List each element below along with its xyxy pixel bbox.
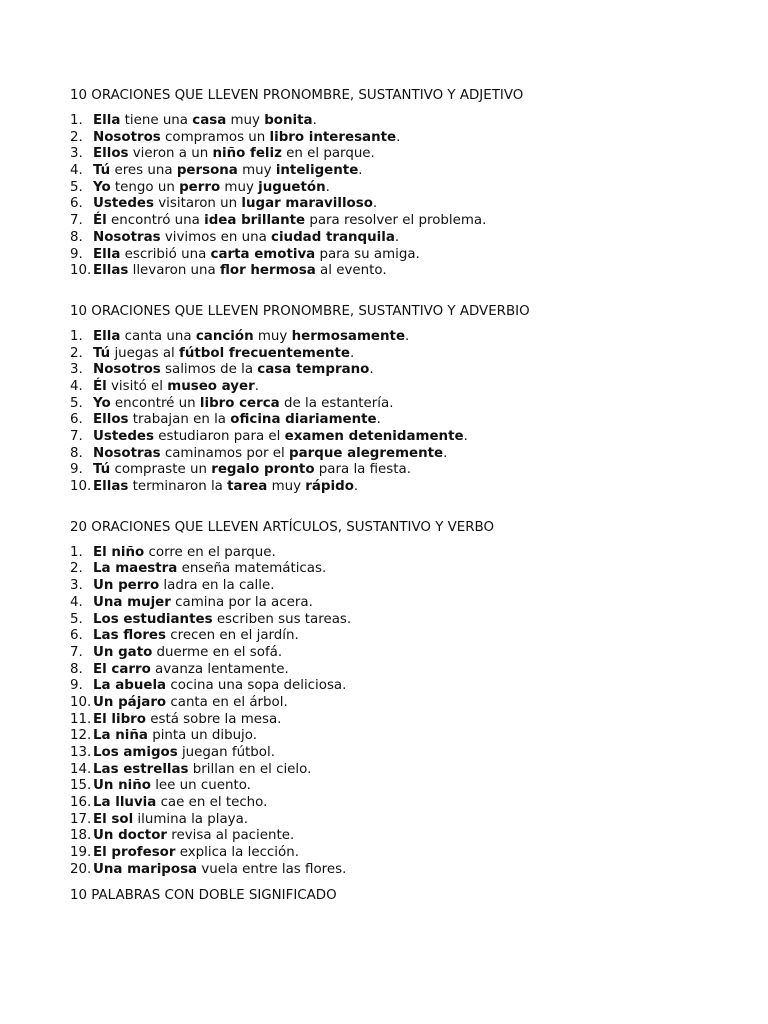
sentence-segment: revisa al paciente. <box>167 828 295 844</box>
sentence-segment: crecen en el jardín. <box>165 628 299 644</box>
list-item <box>70 379 730 396</box>
sentence-segment: . <box>405 328 410 344</box>
sentence-segment: canta una <box>120 328 196 344</box>
list-item <box>70 745 730 762</box>
sentence-segment: brillan en el cielo. <box>188 761 312 777</box>
bold-term: La lluvia <box>93 795 157 811</box>
item-number: 17. <box>70 811 92 827</box>
sentence-segment: para la fiesta. <box>314 462 411 478</box>
item-number: 5. <box>70 395 83 411</box>
item-number: 5. <box>70 611 83 627</box>
sentence-segment: visitaron un <box>153 196 242 212</box>
bold-term: carta emotiva <box>210 246 316 262</box>
bold-term: Una mujer <box>93 594 171 610</box>
bold-term: parque alegremente <box>289 445 444 461</box>
bold-term: niño feliz <box>212 146 282 162</box>
sentence-text <box>93 446 447 463</box>
list-item <box>70 163 730 180</box>
list-item <box>70 862 730 879</box>
bold-term: El profesor <box>93 845 176 861</box>
sentence-segment: en el parque. <box>281 146 375 162</box>
item-number: 14. <box>70 761 92 777</box>
item-number: 9. <box>70 246 83 262</box>
list-item <box>70 230 730 247</box>
sentence-segment: vuela entre las flores. <box>197 861 347 877</box>
sentence-segment: visitó el <box>106 378 168 394</box>
sentence-segment: . <box>463 429 468 444</box>
list-item <box>70 662 730 679</box>
item-number: 7. <box>70 213 83 229</box>
sentence-list <box>70 545 730 879</box>
sentence-segment: escribió una <box>120 246 211 262</box>
bold-term: Él <box>93 213 107 229</box>
bold-term: oficina diariamente <box>230 412 377 428</box>
bold-term: lugar maravilloso <box>241 196 373 212</box>
bold-term: libro interesante <box>269 129 397 145</box>
item-number: 4. <box>70 594 83 610</box>
bold-term: Un doctor <box>93 828 167 844</box>
sentence-text <box>93 329 409 346</box>
sentence-text <box>93 429 468 446</box>
item-number: 10. <box>70 263 92 279</box>
sentence-text <box>93 712 281 729</box>
sentence-segment: está sobre la mesa. <box>145 711 282 727</box>
sentence-text <box>93 130 400 147</box>
sentence-segment: escriben sus tareas. <box>212 611 352 627</box>
list-item <box>70 412 730 429</box>
sentence-segment: . <box>394 229 400 245</box>
list-item <box>70 845 730 862</box>
sentence-segment: salimos de la <box>160 362 258 378</box>
sentence-segment: al evento. <box>315 263 387 279</box>
bold-term: Las estrellas <box>93 761 189 777</box>
sentence-segment: . <box>353 479 359 495</box>
bold-term: casa temprano <box>257 362 370 378</box>
sentence-segment: duerme en el sofá. <box>152 644 283 660</box>
section-title: 10 ORACIONES QUE LLEVEN PRONOMBRE, SUSTANTIVO Y ADVERBIO <box>70 303 530 319</box>
list-item <box>70 462 730 479</box>
list-item <box>70 561 730 578</box>
list-item <box>70 329 730 346</box>
list-item <box>70 612 730 629</box>
bold-term: Un gato <box>93 644 153 660</box>
list-item <box>70 762 730 779</box>
sentence-segment: canta en el árbol. <box>166 694 288 710</box>
item-number: 16. <box>70 795 92 811</box>
list-item <box>70 778 730 795</box>
sentence-text <box>93 247 420 264</box>
bold-term: Ella <box>93 246 121 262</box>
sentence-segment: muy <box>237 163 276 179</box>
list-item <box>70 712 730 729</box>
sentence-segment: muy <box>253 328 292 344</box>
list-item <box>70 429 730 446</box>
sentence-segment: ilumina la playa. <box>133 811 249 827</box>
list-item <box>70 346 730 363</box>
sentence-text <box>93 695 288 712</box>
sentence-text <box>93 396 394 413</box>
sentence-segment: de la estantería. <box>279 395 394 411</box>
bold-term: persona <box>176 163 238 179</box>
list-item <box>70 479 730 496</box>
bold-term: Nosotras <box>93 445 161 461</box>
item-number: 13. <box>70 745 92 760</box>
sentence-segment: eres una <box>110 163 177 179</box>
sentence-segment: . <box>443 445 448 461</box>
sentence-text <box>93 230 399 247</box>
bold-term: museo ayer <box>167 378 255 394</box>
item-number: 10. <box>70 479 92 495</box>
item-number: 3. <box>70 146 83 162</box>
sentence-text <box>93 828 294 845</box>
item-number: 2. <box>70 561 83 577</box>
list-item <box>70 812 730 829</box>
sentence-text <box>93 146 375 163</box>
sentence-segment: . <box>349 345 355 361</box>
sentence-text <box>93 196 377 213</box>
item-number: 2. <box>70 129 83 145</box>
bold-term: libro cerca <box>199 395 280 411</box>
sentence-segment: . <box>369 362 374 378</box>
sentence-segment: para resolver el problema. <box>305 213 487 229</box>
sentence-segment: vivimos en una <box>160 229 272 245</box>
bold-term: Ella <box>93 113 121 128</box>
bold-term: inteligente <box>275 163 359 179</box>
bold-term: El sol <box>93 811 134 827</box>
sentence-segment: . <box>312 113 317 128</box>
bold-term: Ustedes <box>93 196 154 212</box>
bold-term: Yo <box>93 395 111 411</box>
sentence-list <box>70 329 730 496</box>
bold-term: rápido <box>305 479 354 495</box>
list-item <box>70 578 730 595</box>
sentence-segment: vieron a un <box>128 146 213 162</box>
list-item <box>70 146 730 163</box>
bold-term: El carro <box>93 661 151 677</box>
bold-term: fútbol frecuentemente <box>179 345 350 361</box>
sentence-text <box>93 678 346 695</box>
list-item <box>70 645 730 662</box>
bold-term: canción <box>195 328 254 344</box>
sentence-segment: enseña matemáticas. <box>177 561 327 577</box>
sentence-segment: para su amiga. <box>315 246 420 262</box>
sentence-segment: muy <box>226 113 265 128</box>
bold-term: Las flores <box>93 628 166 644</box>
list-item <box>70 247 730 264</box>
list-item <box>70 828 730 845</box>
sentence-text <box>93 595 313 612</box>
bold-term: tarea <box>227 479 268 495</box>
sentence-segment: avanza lentamente. <box>150 661 289 677</box>
bold-term: Ellos <box>93 412 129 428</box>
bold-term: Un pájaro <box>93 694 167 710</box>
bold-term: La niña <box>93 728 148 744</box>
bold-term: La abuela <box>93 678 167 694</box>
item-number: 5. <box>70 179 83 195</box>
sentence-segment: terminaron la <box>128 479 228 495</box>
section-title: 10 PALABRAS CON DOBLE SIGNIFICADO <box>70 887 337 903</box>
sentence-segment: juegan fútbol. <box>177 745 275 760</box>
sentence-text <box>93 745 275 762</box>
sentence-segment: cae en el techo. <box>156 795 268 811</box>
sentence-segment: cocina una sopa deliciosa. <box>166 678 347 694</box>
sentence-segment: . <box>376 412 381 428</box>
sentence-text <box>93 346 354 363</box>
sentence-segment: . <box>372 196 378 212</box>
item-number: 15. <box>70 778 92 794</box>
item-number: 8. <box>70 445 83 461</box>
bold-term: Tú <box>93 345 111 361</box>
item-number: 8. <box>70 661 83 677</box>
sentence-text <box>93 812 248 829</box>
sentence-text <box>93 795 267 812</box>
sentence-text <box>93 545 276 562</box>
bold-term: bonita <box>264 113 313 128</box>
sentence-segment: compramos un <box>160 129 270 145</box>
sentence-segment: corre en el parque. <box>144 544 276 560</box>
sentence-text <box>93 628 299 645</box>
item-number: 9. <box>70 678 83 694</box>
sentence-segment: tiene una <box>120 113 193 128</box>
item-number: 8. <box>70 229 83 245</box>
bold-term: casa <box>192 113 227 128</box>
item-number: 11. <box>70 711 92 727</box>
bold-term: examen detenidamente <box>284 429 464 444</box>
sentence-segment: muy <box>267 479 306 495</box>
sentence-segment: . <box>254 378 259 394</box>
bold-term: Ellas <box>93 263 129 279</box>
item-number: 18. <box>70 828 92 844</box>
bold-term: Tú <box>93 163 111 179</box>
bold-term: Ellos <box>93 146 129 162</box>
item-number: 4. <box>70 163 83 179</box>
sentence-segment: llevaron una <box>128 263 220 279</box>
sentence-text <box>93 728 257 745</box>
item-number: 3. <box>70 578 83 594</box>
sentence-segment: caminamos por el <box>160 445 290 461</box>
list-item <box>70 362 730 379</box>
item-number: 20. <box>70 861 92 877</box>
bold-term: Un perro <box>93 578 160 594</box>
sentence-text <box>93 645 282 662</box>
sentence-segment: tengo un <box>110 179 180 195</box>
sentence-segment: . <box>325 179 330 195</box>
list-item <box>70 545 730 562</box>
bold-term: La maestra <box>93 561 178 577</box>
section-title: 20 ORACIONES QUE LLEVEN ARTÍCULOS, SUSTANTIVO Y VERBO <box>70 519 495 535</box>
sentence-segment: camina por la acera. <box>170 594 313 610</box>
sentence-segment: encontré un <box>110 395 200 411</box>
item-number: 6. <box>70 412 83 428</box>
sentence-text <box>93 578 274 595</box>
list-item <box>70 180 730 197</box>
sentence-text <box>93 862 346 879</box>
sentence-text <box>93 163 363 180</box>
sentence-text <box>93 180 330 197</box>
bold-term: juguetón <box>258 179 326 195</box>
bold-term: El niño <box>93 544 145 560</box>
sentence-segment: ladra en la calle. <box>159 578 275 594</box>
sentence-text <box>93 113 317 130</box>
item-number: 1. <box>70 113 83 128</box>
list-item <box>70 728 730 745</box>
bold-term: Él <box>93 378 107 394</box>
sentence-segment: lee un cuento. <box>150 778 251 794</box>
item-number: 6. <box>70 628 83 644</box>
item-number: 12. <box>70 728 92 744</box>
bold-term: idea brillante <box>204 213 306 229</box>
item-number: 9. <box>70 462 83 478</box>
bold-term: Una mariposa <box>93 861 198 877</box>
item-number: 6. <box>70 196 83 212</box>
document-page <box>70 87 730 904</box>
sentence-segment: explica la lección. <box>175 845 299 861</box>
item-number: 10. <box>70 694 92 710</box>
bold-term: flor hermosa <box>220 263 316 279</box>
bold-term: Nosotros <box>93 129 161 145</box>
bold-term: Los estudiantes <box>93 611 213 627</box>
sentence-segment: compraste un <box>110 462 212 478</box>
list-item <box>70 113 730 130</box>
item-number: 1. <box>70 328 83 344</box>
item-number: 1. <box>70 544 83 560</box>
bold-term: hermosamente <box>291 328 406 344</box>
sentence-list <box>70 113 730 280</box>
list-item <box>70 446 730 463</box>
list-item <box>70 628 730 645</box>
bold-term: Los amigos <box>93 745 178 760</box>
list-item <box>70 196 730 213</box>
sentence-text <box>93 662 289 679</box>
sentence-text <box>93 845 299 862</box>
bold-term: Nosotros <box>93 362 161 378</box>
sentence-segment: . <box>358 163 363 179</box>
sentence-text <box>93 412 381 429</box>
sentence-text <box>93 778 251 795</box>
sentence-text <box>93 462 411 479</box>
bold-term: Un niño <box>93 778 151 794</box>
sentence-segment: trabajan en la <box>128 412 231 428</box>
item-number: 4. <box>70 378 83 394</box>
item-number: 3. <box>70 362 83 378</box>
sentence-text <box>93 612 351 629</box>
sentence-text <box>93 213 486 230</box>
bold-term: Ellas <box>93 479 129 495</box>
item-number: 7. <box>70 644 83 660</box>
bold-term: El libro <box>93 711 146 727</box>
sentence-text <box>93 362 374 379</box>
list-item <box>70 213 730 230</box>
item-number: 7. <box>70 429 83 444</box>
sentence-segment: . <box>396 129 401 145</box>
sentence-segment: juegas al <box>110 345 180 361</box>
item-number: 2. <box>70 345 83 361</box>
bold-term: Ustedes <box>93 429 154 444</box>
sentence-segment: muy <box>220 179 259 195</box>
list-item <box>70 695 730 712</box>
sentence-text <box>93 379 259 396</box>
item-number: 19. <box>70 845 92 861</box>
sentence-segment: encontró una <box>106 213 205 229</box>
bold-term: Tú <box>93 462 111 478</box>
sentence-text <box>93 263 387 280</box>
list-item <box>70 595 730 612</box>
list-item <box>70 678 730 695</box>
sentence-segment: estudiaron para el <box>153 429 285 444</box>
list-item <box>70 795 730 812</box>
list-item <box>70 396 730 413</box>
sentence-segment: pinta un dibujo. <box>147 728 257 744</box>
bold-term: perro <box>179 179 221 195</box>
bold-term: Yo <box>93 179 111 195</box>
sentence-text <box>93 762 311 779</box>
bold-term: Nosotras <box>93 229 161 245</box>
bold-term: regalo pronto <box>211 462 315 478</box>
sentence-text <box>93 479 358 496</box>
list-item <box>70 263 730 280</box>
section-title: 10 ORACIONES QUE LLEVEN PRONOMBRE, SUSTANTIVO Y ADJETIVO <box>70 88 524 103</box>
sentence-text <box>93 561 326 578</box>
list-item <box>70 130 730 147</box>
bold-term: ciudad tranquila <box>271 229 395 245</box>
bold-term: Ella <box>93 328 121 344</box>
